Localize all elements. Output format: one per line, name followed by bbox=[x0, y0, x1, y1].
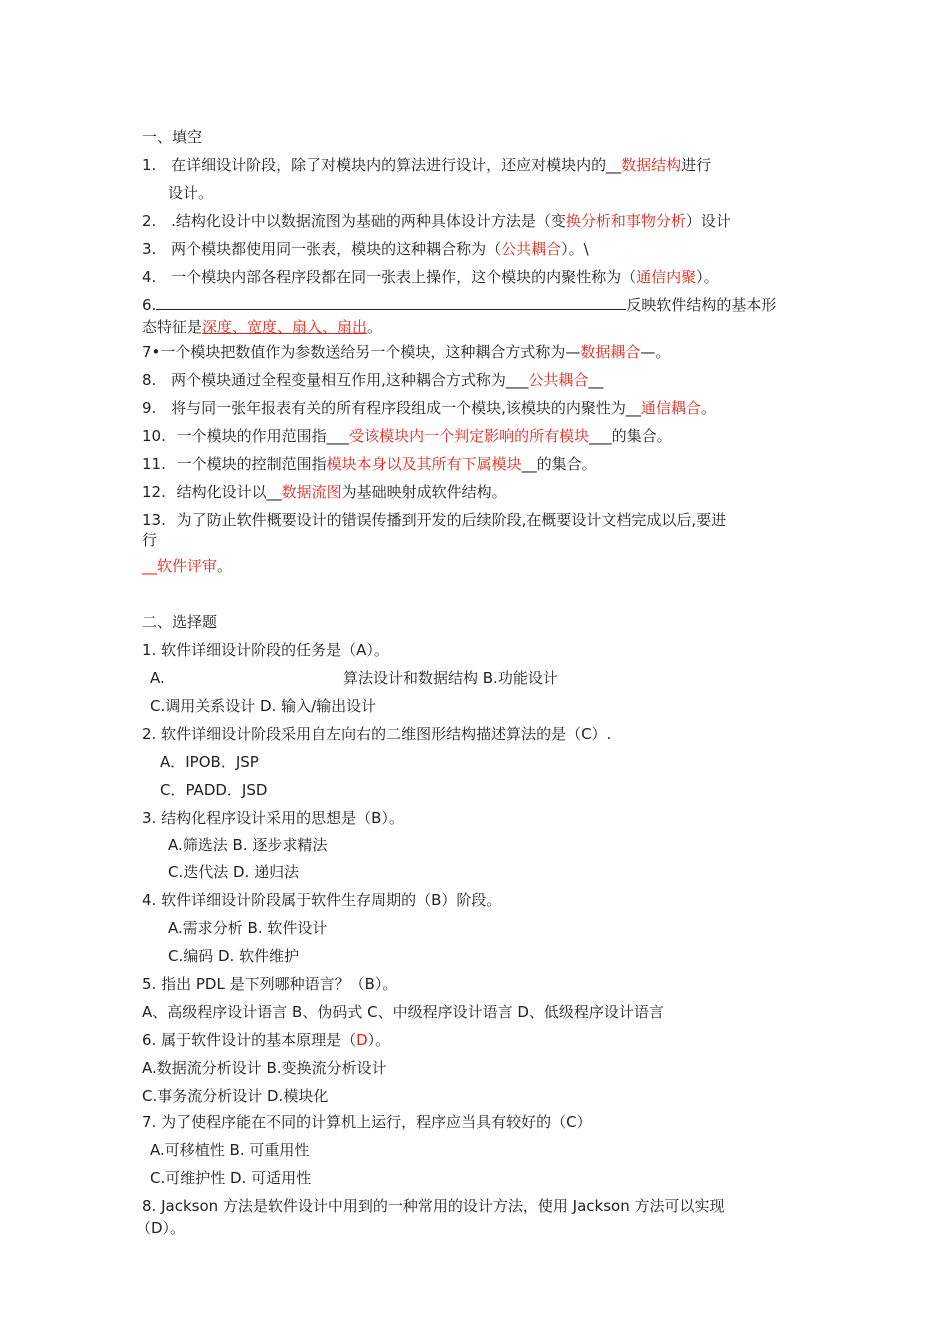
q11-answer: 模块本身以及其所有下属模块 bbox=[326, 455, 522, 473]
q3-text: 两个模块都使用同一张表，模块的这种耦合称为（ bbox=[171, 240, 502, 258]
choice-q7-options-ab: A.可移植性 B. 可重用性 bbox=[150, 1141, 310, 1159]
fill-q12 bbox=[142, 482, 507, 502]
choice-q6-text-end: ）。 bbox=[367, 1031, 391, 1049]
q4-text-end: ）。 bbox=[696, 268, 719, 286]
q4-number: 4. bbox=[142, 268, 157, 286]
q3-text-end: ）。\ bbox=[561, 240, 589, 258]
choice-q4: 4. 软件详细设计阶段属于软件生存周期的（B）阶段。 bbox=[142, 891, 502, 909]
choice-q6 bbox=[142, 1030, 390, 1050]
fill-q6 bbox=[142, 295, 776, 315]
choice-q8-answer: （D）。 bbox=[136, 1219, 186, 1237]
q12-number: 12. bbox=[142, 483, 166, 501]
q7-text-end: —。 bbox=[640, 343, 671, 361]
section2-heading: 二、选择题 bbox=[142, 613, 218, 631]
q1-text-end: 进行 bbox=[681, 156, 712, 174]
choice-q6-options-cd: C.事务流分析设计 D.模块化 bbox=[142, 1087, 329, 1105]
q12-answer: 数据流图 bbox=[281, 483, 342, 501]
choice-q6-answer: D bbox=[356, 1031, 368, 1049]
fill-q4 bbox=[142, 267, 719, 287]
q2-text: .结构化设计中以数据流图为基础的两种具体设计方法是（变 bbox=[171, 212, 566, 230]
fill-q7 bbox=[142, 342, 670, 362]
q13-answer: 软件评审 bbox=[157, 557, 218, 575]
q11-text: 一个模块的控制范围指 bbox=[176, 455, 327, 473]
q6-number: 6. bbox=[142, 296, 157, 314]
q2-answer: 换分析和事物分析 bbox=[565, 212, 686, 230]
q8-number: 8. bbox=[142, 371, 157, 389]
choice-q3-options-cd: C.迭代法 D. 递归法 bbox=[168, 863, 300, 881]
choice-q1-options-ab: 算法设计和数据结构 B.功能设计 bbox=[343, 669, 558, 687]
choice-q3-options-ab: A.筛选法 B. 逐步求精法 bbox=[168, 836, 328, 854]
choice-q1-options-cd: C.调用关系设计 D. 输入/输出设计 bbox=[150, 697, 377, 715]
choice-q7: 7. 为了使程序能在不同的计算机上运行，程序应当具有较好的（C） bbox=[142, 1113, 592, 1131]
fill-q10 bbox=[142, 426, 672, 446]
q13-text-end: 。 bbox=[217, 557, 233, 575]
q7-answer: 数据耦合 bbox=[580, 343, 641, 361]
q8-text-end: __ bbox=[588, 371, 604, 389]
choice-q7-options-cd: C.可维护性 D. 可适用性 bbox=[150, 1169, 312, 1187]
choice-q4-options-cd: C.编码 D. 软件维护 bbox=[168, 947, 300, 965]
q12-text-end: 为基础映射成软件结构。 bbox=[341, 483, 507, 501]
q3-number: 3. bbox=[142, 240, 157, 258]
q9-number: 9. bbox=[142, 399, 157, 417]
choice-q6-options-ab: A.数据流分析设计 B.变换流分析设计 bbox=[142, 1059, 387, 1077]
choice-q1-option-a: A. bbox=[150, 669, 165, 687]
choice-q2: 2. 软件详细设计阶段采用自左向右的二维图形结构描述算法的是（C）. bbox=[142, 725, 612, 743]
choice-q5-options: A、高级程序设计语言 B、伪码式 C、中级程序设计语言 D、低级程序设计语言 bbox=[142, 1003, 664, 1021]
fill-q13 bbox=[142, 510, 726, 530]
q1-text: 在详细设计阶段，除了对模块内的算法进行设计，还应对模块内的__ bbox=[171, 156, 622, 174]
q9-answer: 通信耦合 bbox=[640, 399, 701, 417]
q6-answer: 深度、宽度、扇入、扇出 bbox=[202, 318, 368, 336]
q6-blank bbox=[156, 295, 626, 310]
q2-number: 2. bbox=[142, 212, 157, 230]
q4-text: 一个模块内部各程序段都在同一张表上操作，这个模块的内聚性称为（ bbox=[171, 268, 637, 286]
q10-text-end: ___的集合。 bbox=[589, 427, 672, 445]
fill-q1 bbox=[142, 155, 711, 175]
q13-number: 13. bbox=[142, 511, 166, 529]
q3-answer: 公共耦合 bbox=[501, 240, 562, 258]
choice-q1: 1. 软件详细设计阶段的任务是（A）。 bbox=[142, 641, 389, 659]
q4-answer: 通信内聚 bbox=[636, 268, 697, 286]
choice-q6-text: 6. 属于软件设计的基本原理是（ bbox=[142, 1031, 357, 1049]
q6-text: 反映软件结构的基本形 bbox=[626, 296, 777, 314]
fill-q8 bbox=[142, 370, 603, 390]
q7-text: 7•一个模块把数值作为参数送给另一个模块，这种耦合方式称为— bbox=[142, 343, 581, 361]
q12-text: 结构化设计以__ bbox=[176, 483, 282, 501]
q13-blank: __ bbox=[142, 557, 157, 575]
q9-text: 将与同一张年报表有关的所有程序段组成一个模块,该模块的内聚性为__ bbox=[171, 399, 641, 417]
q10-text: 一个模块的作用范围指___ bbox=[176, 427, 350, 445]
fill-q3 bbox=[142, 239, 589, 259]
q1-number: 1. bbox=[142, 156, 157, 174]
q9-text-end: 。 bbox=[700, 399, 716, 417]
q1-answer: 数据结构 bbox=[621, 156, 682, 174]
q1-continuation: 设计。 bbox=[168, 184, 214, 202]
fill-q2 bbox=[142, 211, 731, 231]
q2-text-end: ）设计 bbox=[685, 212, 731, 230]
q11-number: 11. bbox=[142, 455, 166, 473]
choice-q8: 8. Jackson 方法是软件设计中用到的一种常用的设计方法，使用 Jackson 方法可以实现 bbox=[142, 1197, 725, 1215]
choice-q2-options-ab: A．IPOB．JSP bbox=[160, 753, 259, 771]
choice-q3: 3. 结构化程序设计采用的思想是（B）。 bbox=[142, 809, 404, 827]
q13-answer-line bbox=[142, 556, 232, 576]
choice-q2-options-cd: C．PADD．JSD bbox=[160, 781, 268, 799]
q8-text: 两个模块通过全程变量相互作用,这种耦合方式称为___ bbox=[171, 371, 529, 389]
choice-q5: 5. 指出 PDL 是下列哪种语言？（B）。 bbox=[142, 975, 398, 993]
q6-continuation bbox=[142, 317, 382, 337]
fill-q11 bbox=[142, 454, 597, 474]
choice-q4-options-ab: A.需求分析 B. 软件设计 bbox=[168, 919, 328, 937]
q10-number: 10. bbox=[142, 427, 166, 445]
section1-heading: 一、填空 bbox=[142, 128, 203, 146]
q6-text-2: 态特征是 bbox=[142, 318, 203, 336]
q8-answer: 公共耦合 bbox=[528, 371, 589, 389]
q13-continuation: 行 bbox=[142, 531, 158, 549]
q13-text: 为了防止软件概要设计的错误传播到开发的后续阶段,在概要设计文档完成以后,要进 bbox=[176, 511, 727, 529]
q11-text-end: __的集合。 bbox=[521, 455, 597, 473]
q10-answer: 受该模块内一个判定影响的所有模块 bbox=[349, 427, 590, 445]
q6-text-end: 。 bbox=[367, 318, 383, 336]
fill-q9 bbox=[142, 398, 716, 418]
